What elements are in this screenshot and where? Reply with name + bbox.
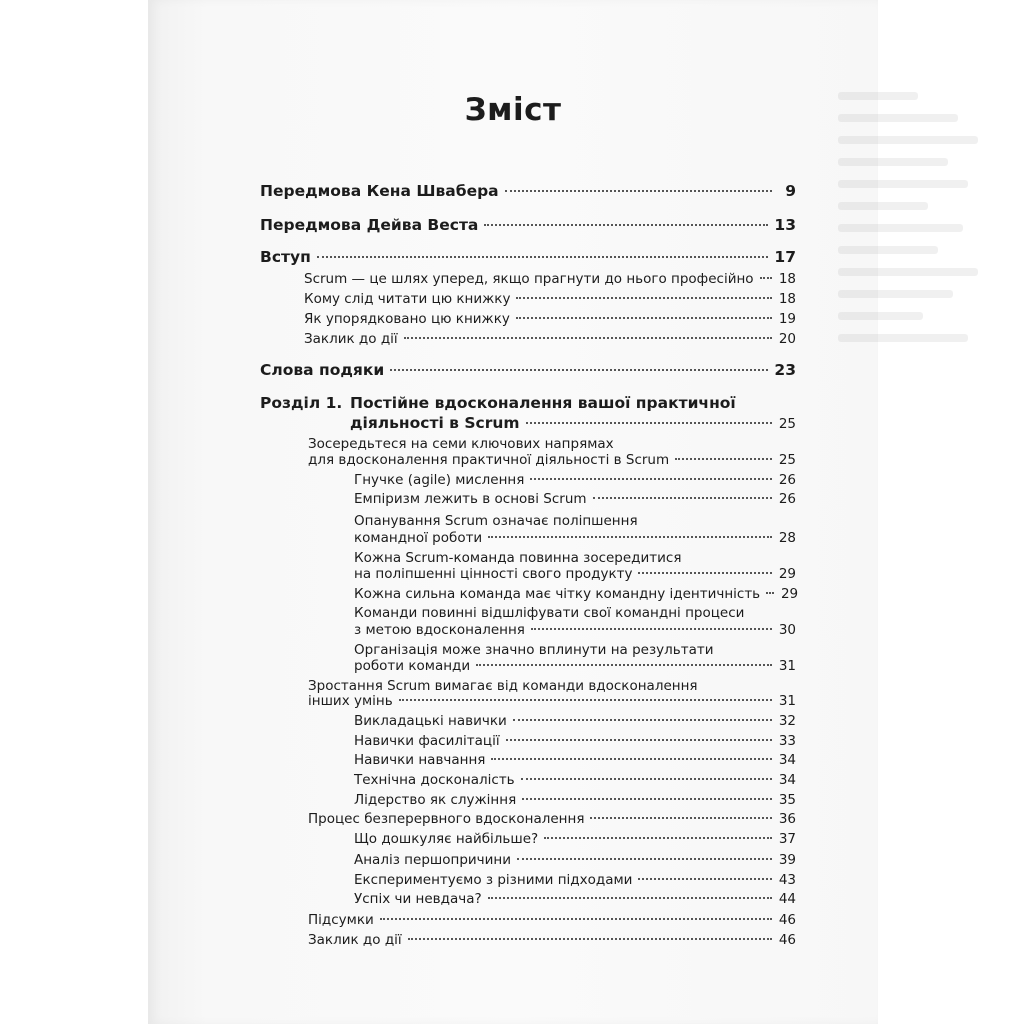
toc-subsubentry-line2[interactable]	[354, 565, 796, 584]
dot-leader	[544, 837, 772, 839]
dot-leader	[593, 497, 772, 499]
toc-subsubentry[interactable]	[354, 791, 796, 810]
dot-leader	[526, 422, 772, 424]
toc-subentry[interactable]	[304, 290, 796, 309]
dot-leader	[522, 798, 772, 800]
toc-entry[interactable]	[260, 361, 796, 380]
toc-entry-title: Технічна досконалість	[354, 772, 515, 788]
toc-entry-title: Передмова Кена Швабера	[260, 182, 499, 200]
toc-entry-title: діяльності в Scrum	[350, 414, 520, 432]
toc-entry-title: Лідерство як служіння	[354, 792, 517, 808]
toc-subentry-line2[interactable]	[308, 692, 796, 711]
toc-entry-page: 17	[774, 248, 796, 266]
chapter-number: Розділ 1.	[260, 394, 343, 412]
toc-subsubentry-line2[interactable]	[354, 529, 796, 548]
toc-entry-page: 28	[778, 530, 796, 546]
toc-entry-page: 34	[778, 772, 796, 788]
dot-leader	[380, 918, 772, 920]
page-title: Зміст	[464, 92, 562, 128]
toc-entry-title: Успіх чи невдача?	[354, 891, 482, 907]
toc-entry-title: Scrum — це шлях уперед, якщо прагнути до нього професійно	[304, 271, 754, 287]
toc-entry-page: 37	[778, 831, 796, 847]
toc-entry-title: Викладацькі навички	[354, 713, 507, 729]
toc-subentry-line2[interactable]	[308, 451, 796, 470]
dot-leader	[505, 190, 772, 192]
toc-entry-title: Вступ	[260, 248, 311, 266]
toc-entry-title: Слова подяки	[260, 361, 385, 379]
dot-leader	[408, 938, 772, 940]
toc-subsubentry[interactable]	[354, 830, 796, 849]
dot-leader	[399, 699, 772, 701]
toc-subsubentry[interactable]	[354, 732, 796, 751]
toc-entry-title: Команди повинні відшліфувати свої командні процеси	[354, 605, 745, 621]
toc-entry-title: для вдосконалення практичної діяльності в Scrum	[308, 452, 670, 468]
toc-subsubentry-line2[interactable]	[354, 621, 796, 640]
toc-entry-title: Кожна Scrum-команда повинна зосередитися	[354, 550, 682, 566]
dot-leader	[530, 478, 772, 480]
toc-entry-page: 31	[778, 693, 796, 709]
toc-entry-page: 19	[778, 311, 796, 327]
toc-entry-title: Як упорядковано цю книжку	[304, 311, 510, 327]
dot-leader	[590, 817, 772, 819]
dot-leader	[521, 778, 772, 780]
toc-entry-title: роботи команди	[354, 658, 471, 674]
toc-subsubentry[interactable]	[354, 871, 796, 890]
toc-subsubentry[interactable]	[354, 890, 796, 909]
toc-entry-title: Постійне вдосконалення вашої практичної	[350, 394, 736, 412]
dot-leader	[766, 592, 774, 594]
toc-entry[interactable]	[260, 182, 796, 201]
toc-entry-title: Аналіз першопричини	[354, 852, 512, 868]
toc-entry-title: Емпіризм лежить в основі Scrum	[354, 491, 587, 507]
toc-chapter-line2[interactable]	[350, 414, 796, 434]
toc-entry-page: 31	[778, 658, 796, 674]
toc-entry-page: 25	[778, 416, 796, 432]
dot-leader	[513, 719, 772, 721]
toc-subentry[interactable]	[308, 931, 796, 950]
toc-entry-page: 30	[778, 622, 796, 638]
toc-subsubentry[interactable]	[354, 585, 799, 604]
toc-entry-title: Заклик до дії	[308, 932, 402, 948]
toc-subsubentry-line2[interactable]	[354, 657, 796, 676]
dot-leader	[404, 337, 772, 339]
toc-entry-title: Що дошкуляє найбільше?	[354, 831, 539, 847]
dot-leader	[638, 572, 772, 574]
dot-leader	[488, 897, 772, 899]
toc-subsubentry[interactable]	[354, 471, 796, 490]
dot-leader	[491, 758, 772, 760]
toc-entry-title: з метою вдосконалення	[354, 622, 525, 638]
toc-entry-title: на поліпшенні цінності свого продукту	[354, 566, 633, 582]
book-page	[148, 0, 878, 1024]
toc-subsubentry[interactable]	[354, 851, 796, 870]
toc-entry-page: 46	[778, 912, 796, 928]
dot-leader	[317, 256, 769, 258]
toc-entry-page: 39	[778, 852, 796, 868]
dot-leader	[516, 317, 772, 319]
toc-subsubentry[interactable]	[354, 712, 796, 731]
toc-entry-page: 18	[778, 271, 796, 287]
dot-leader	[638, 878, 772, 880]
toc-entry-page: 23	[774, 361, 796, 379]
toc-entry-page: 32	[778, 713, 796, 729]
toc-entry-page: 26	[778, 472, 796, 488]
toc-subentry[interactable]	[304, 330, 796, 349]
toc-entry-title: Заклик до дії	[304, 331, 398, 347]
dot-leader	[760, 277, 772, 279]
toc-entry-title: командної роботи	[354, 530, 483, 546]
toc-entry-title: Передмова Дейва Веста	[260, 216, 479, 234]
dot-leader	[390, 369, 768, 371]
toc-entry-page: 29	[780, 586, 799, 602]
toc-entry-title: Кому слід читати цю книжку	[304, 291, 511, 307]
toc-entry-page: 20	[778, 331, 796, 347]
toc-subentry[interactable]	[304, 270, 796, 289]
toc-entry-title: Опанування Scrum означає поліпшення	[354, 513, 638, 529]
toc-entry-title: Гнучке (agile) мислення	[354, 472, 525, 488]
toc-entry-page: 9	[785, 182, 796, 200]
toc-entry-page: 44	[778, 891, 796, 907]
dot-leader	[484, 224, 768, 226]
toc-entry[interactable]	[260, 248, 796, 267]
toc-entry-title: Експериментуємо з різними підходами	[354, 872, 633, 888]
dot-leader	[516, 297, 772, 299]
dot-leader	[506, 739, 772, 741]
toc-subsubentry[interactable]	[354, 751, 796, 770]
bleed-through-text	[838, 78, 988, 598]
toc-entry-title: Підсумки	[308, 912, 374, 928]
dot-leader	[675, 458, 772, 460]
toc-entry-title: Зосередьтеся на семи ключових напрямах	[308, 436, 614, 452]
toc-entry[interactable]	[260, 216, 796, 235]
dot-leader	[488, 536, 772, 538]
toc-entry-page: 36	[778, 811, 796, 827]
dot-leader	[531, 628, 772, 630]
toc-entry-page: 25	[778, 452, 796, 468]
toc-subsubentry[interactable]	[354, 771, 796, 790]
toc-subentry[interactable]	[304, 310, 796, 329]
toc-subentry[interactable]	[308, 911, 796, 930]
toc-entry-title: Навички фасилітації	[354, 733, 500, 749]
toc-entry-page: 43	[778, 872, 796, 888]
toc-chapter-line1[interactable]	[260, 394, 796, 413]
toc-entry-title: Навички навчання	[354, 752, 486, 768]
toc-entry-title: Організація може значно вплинути на результати	[354, 642, 714, 658]
dot-leader	[517, 858, 772, 860]
toc-entry-page: 13	[774, 216, 796, 234]
toc-entry-page: 26	[778, 491, 796, 507]
toc-entry-page: 18	[778, 291, 796, 307]
toc-subentry[interactable]	[308, 810, 796, 829]
toc-entry-page: 29	[778, 566, 796, 582]
toc-entry-title: Кожна сильна команда має чітку командну ідентичність	[354, 586, 761, 602]
toc-entry-title: інших умінь	[308, 693, 393, 709]
toc-entry-title: Зростання Scrum вимагає від команди вдосконалення	[308, 678, 698, 694]
toc-entry-title: Процес безперервного вдосконалення	[308, 811, 585, 827]
dot-leader	[476, 664, 772, 666]
toc-entry-page: 34	[778, 752, 796, 768]
toc-subsubentry[interactable]	[354, 490, 796, 509]
toc-entry-page: 35	[778, 792, 796, 808]
toc-entry-page: 33	[778, 733, 796, 749]
toc-entry-page: 46	[778, 932, 796, 948]
